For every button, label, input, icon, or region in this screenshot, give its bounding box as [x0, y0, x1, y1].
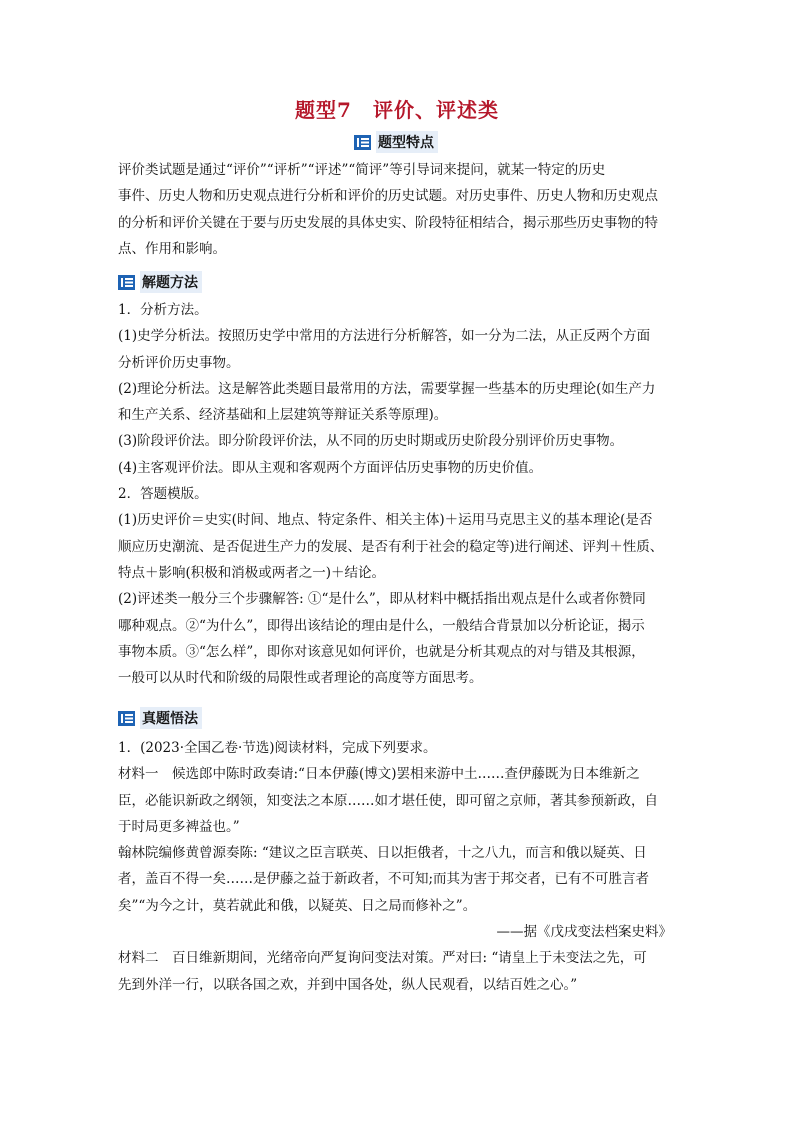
section-header-methods	[118, 272, 202, 292]
practice-paragraph	[118, 735, 674, 998]
text-line: 2．答题模版。	[118, 486, 208, 503]
list-section-icon	[118, 275, 135, 290]
text-line: 者，盖百不得一矣……是伊藤之益于新政者，不可知;而其为害于邦交者，已有不可胜言者	[118, 871, 650, 888]
section-title: 真题悟法	[140, 707, 202, 729]
text-line: 先到外洋一行，以联各国之欢，并到中国各处，纵人民观看，以结百姓之心。”	[118, 976, 578, 993]
text-line: (1)历史评价＝史实(时间、地点、特定条件、相关主体)＋运用马克思主义的基本理论(是否	[118, 512, 653, 529]
text-line: 顺应历史潮流、是否促进生产力的发展、是否有利于社会的稳定等)进行阐述、评判＋性质、	[118, 538, 664, 555]
text-line: 事物本质。③“怎么样”，即你对该意见如何评价，也就是分析其观点的对与错及其根源，	[118, 643, 645, 660]
list-section-icon	[354, 135, 371, 150]
text-line: (4)主客观评价法。即从主观和客观两个方面评估历史事物的历史价值。	[118, 459, 543, 476]
text-line: (1)史学分析法。按照历史学中常用的方法进行分析解答，如一分为二法，从正反两个方面	[118, 328, 651, 345]
text-line: 评价类试题是通过“评价”“评析”“评述”“简评”等引导词来提问，就某一特定的历史	[118, 162, 606, 178]
text-line: 材料一 候选郎中陈时政奏请:“日本伊藤(博文)罢相来游中土……查伊藤既为日本维新之	[118, 766, 640, 783]
text-line: 事件、历史人物和历史观点进行分析和评价的历史试题。对历史事件、历史人物和历史观点	[118, 188, 658, 205]
text-line: 哪种观点。②“为什么”，即得出该结论的理由是什么，一般结合背景加以分析论证，揭示	[118, 617, 645, 634]
text-line: 矣”“为今之计，莫若就此和俄，以疑英、日之局而修补之”。	[118, 897, 477, 914]
text-line: 于时局更多裨益也。”	[118, 818, 240, 835]
section-header-practice	[118, 708, 202, 728]
text-line: 臣，必能识新政之纲领，知变法之本原……如才堪任使，即可留之京师，著其参预新政，自	[118, 792, 658, 809]
methods-paragraph	[118, 297, 674, 691]
text-line: 1．(2023·全国乙卷·节选)阅读材料，完成下列要求。	[118, 740, 437, 756]
section-title: 解题方法	[140, 271, 202, 293]
source-citation: ——据《戊戌变法档案史料》	[496, 924, 672, 941]
list-section-icon	[118, 711, 135, 726]
text-line: 一般可以从时代和阶级的局限性或者理论的高度等方面思考。	[118, 670, 483, 687]
text-line: (2)理论分析法。这是解答此类题目最常用的方法，需要掌握一些基本的历史理论(如生产力	[118, 380, 656, 397]
features-paragraph	[118, 157, 674, 262]
text-line: 点、作用和影响。	[118, 240, 226, 257]
text-line: (2)评述类一般分三个步骤解答: ①“是什么”，即从材料中概括指出观点是什么或者你赞同	[118, 591, 646, 608]
text-line: 1．分析方法。	[118, 302, 208, 318]
text-line: 分析评价历史事物。	[118, 354, 240, 371]
text-line: 翰林院编修黄曾源奏陈: “建议之臣言联英、日以拒俄者，十之八九，而言和俄以疑英、日	[118, 845, 647, 862]
text-line: 特点＋影响(积极和消极或两者之一)＋结论。	[118, 564, 386, 581]
text-line: (3)阶段评价法。即分阶段评价法，从不同的历史时期或历史阶段分别评价历史事物。	[118, 433, 624, 450]
text-line: 的分析和评价关键在于要与历史发展的具体史实、阶段特征相结合，揭示那些历史事物的特	[118, 214, 658, 231]
section-title: 题型特点	[376, 131, 438, 153]
section-header-features	[354, 132, 438, 152]
page-title: 题型7 评价、评述类	[295, 98, 499, 122]
text-line: 和生产关系、经济基础和上层建筑等辩证关系等原理)。	[118, 407, 448, 424]
text-line: 材料二 百日维新期间，光绪帝向严复询问变法对策。严对曰: “请皇上于未变法之先，可	[118, 950, 647, 967]
